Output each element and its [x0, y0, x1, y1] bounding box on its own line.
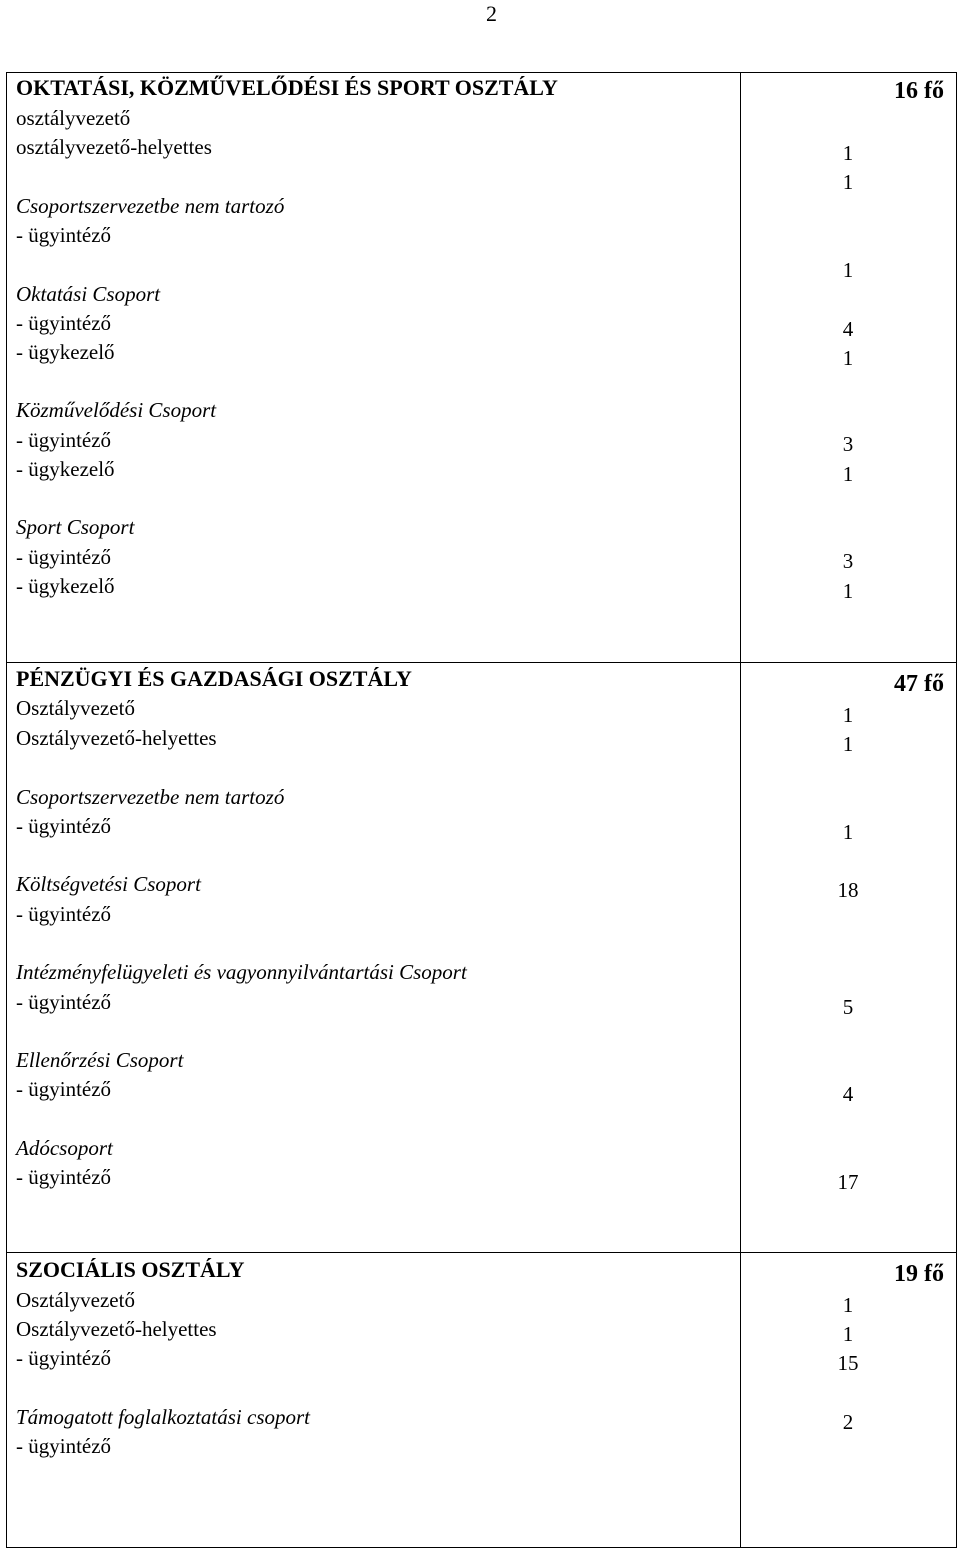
row-count: 1 — [842, 346, 854, 370]
row-label: - ügyintéző — [16, 1077, 112, 1101]
group-label: Támogatott foglalkoztatási csoport — [16, 1405, 311, 1429]
row-label: Osztályvezető — [16, 696, 135, 720]
section-divider — [6, 1252, 957, 1253]
column-divider — [740, 72, 741, 1548]
row-count: 1 — [842, 170, 854, 194]
row-label: - ügyintéző — [16, 814, 112, 838]
row-count: 15 — [837, 1351, 859, 1375]
row-count: 1 — [842, 462, 854, 486]
row-label: - ügykezelő — [16, 574, 115, 598]
group-label: Ellenőrzési Csoport — [16, 1048, 184, 1072]
row-count: 17 — [837, 1170, 859, 1194]
group-label: Csoportszervezetbe nem tartozó — [16, 194, 285, 218]
row-label: Osztályvezető — [16, 1288, 135, 1312]
row-count: 1 — [842, 820, 854, 844]
row-label: osztályvezető — [16, 106, 131, 130]
group-label: Intézményfelügyeleti és vagyonnyilvántartási Csoport — [16, 960, 467, 984]
row-count: 4 — [842, 1082, 854, 1106]
row-count: 3 — [842, 549, 854, 573]
row-count: 1 — [842, 579, 854, 603]
row-count: 1 — [842, 141, 854, 165]
row-label: osztályvezető-helyettes — [16, 135, 212, 159]
section-divider — [6, 662, 957, 663]
row-count: 1 — [842, 258, 854, 282]
section-title: SZOCIÁLIS OSZTÁLY — [16, 1257, 245, 1282]
row-count: 5 — [842, 995, 854, 1019]
group-label: Csoportszervezetbe nem tartozó — [16, 785, 285, 809]
row-label: - ügyintéző — [16, 1346, 112, 1370]
row-label: - ügykezelő — [16, 340, 115, 364]
row-count: 2 — [842, 1410, 854, 1434]
group-label: Sport Csoport — [16, 515, 135, 539]
section-title: OKTATÁSI, KÖZMŰVELŐDÉSI ÉS SPORT OSZTÁLY — [16, 75, 558, 100]
row-count: 1 — [842, 1322, 854, 1346]
section-title: PÉNZÜGYI ÉS GAZDASÁGI OSZTÁLY — [16, 666, 412, 691]
group-label: Adócsoport — [16, 1136, 113, 1160]
row-count: 1 — [842, 1293, 854, 1317]
section-total: 19 fő — [894, 1261, 944, 1287]
row-count: 1 — [842, 703, 854, 727]
row-label: - ügyintéző — [16, 223, 112, 247]
group-label: Oktatási Csoport — [16, 282, 161, 306]
row-label: - ügyintéző — [16, 311, 112, 335]
row-label: - ügyintéző — [16, 990, 112, 1014]
section-total: 16 fő — [894, 78, 944, 104]
group-label: Közművelődési Csoport — [16, 398, 217, 422]
row-count: 3 — [842, 432, 854, 456]
row-label: Osztályvezető-helyettes — [16, 726, 217, 750]
row-count: 4 — [842, 317, 854, 341]
page-number: 2 — [486, 1, 497, 26]
row-label: - ügyintéző — [16, 1165, 112, 1189]
row-label: Osztályvezető-helyettes — [16, 1317, 217, 1341]
row-label: - ügyintéző — [16, 902, 112, 926]
row-label: - ügyintéző — [16, 545, 112, 569]
row-count: 18 — [837, 878, 859, 902]
row-label: - ügyintéző — [16, 1434, 112, 1458]
row-label: - ügyintéző — [16, 428, 112, 452]
section-total: 47 fő — [894, 671, 944, 697]
group-label: Költségvetési Csoport — [16, 872, 201, 896]
row-label: - ügykezelő — [16, 457, 115, 481]
row-count: 1 — [842, 732, 854, 756]
